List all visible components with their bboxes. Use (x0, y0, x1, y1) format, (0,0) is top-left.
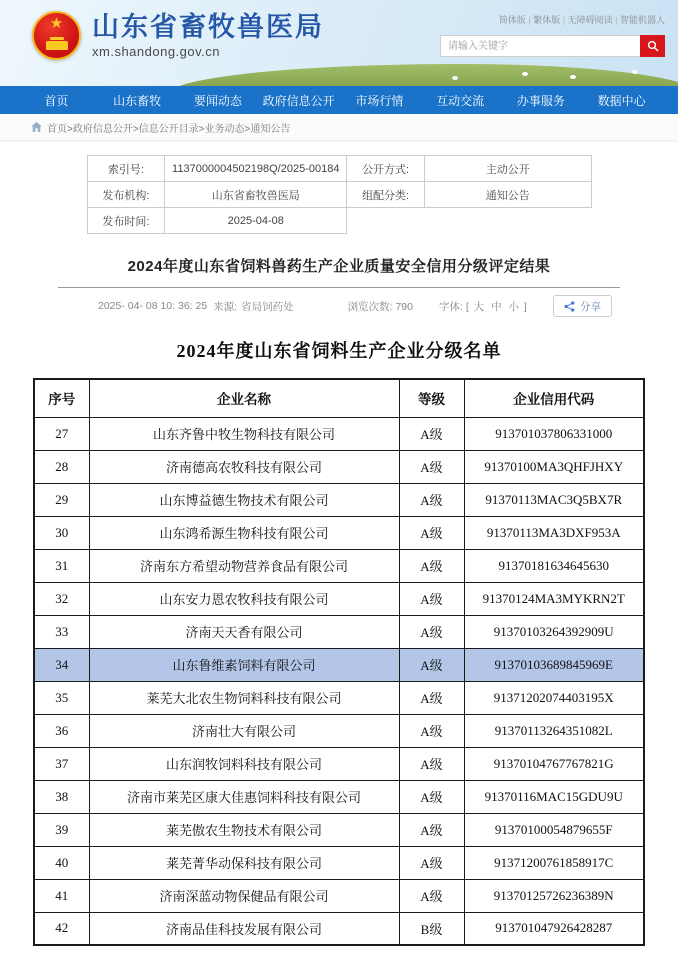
cell-grade: A级 (399, 747, 464, 780)
site-url: xm.shandong.gov.cn (92, 44, 220, 60)
info-label: 组配分类: (347, 182, 425, 208)
cell-company: 莱芜傲农生物技术有限公司 (89, 813, 399, 846)
cell-company: 莱芜大北农生物饲料科技有限公司 (89, 681, 399, 714)
home-icon (31, 122, 42, 132)
cell-company: 山东齐鲁中牧生物科技有限公司 (89, 417, 399, 450)
info-value: 山东省畜牧兽医局 (165, 182, 347, 208)
banner-grassland-image (169, 64, 678, 86)
font-size-medium[interactable]: 中 (491, 300, 502, 313)
cell-seq: 30 (34, 516, 89, 549)
cell-credit-code: 91370113264351082L (464, 714, 644, 747)
cell-company: 济南深蓝动物保健品有限公司 (89, 879, 399, 912)
source-value: 省局饲药处 (241, 300, 294, 313)
breadcrumb (0, 114, 678, 141)
site-header (0, 0, 678, 86)
info-label: 公开方式: (347, 156, 425, 182)
publish-datetime: 2025- 04- 08 10: 36: 25 (98, 300, 208, 312)
top-links (440, 13, 665, 26)
cell-credit-code: 91370113MA3DXF953A (464, 516, 644, 549)
table-row (34, 681, 644, 714)
table-title: 2024年度山东省饲料生产企业分级名单 (176, 341, 502, 361)
cell-seq: 28 (34, 450, 89, 483)
info-row (87, 182, 591, 208)
cell-credit-code: 91370113MAC3Q5BX7R (464, 483, 644, 516)
cell-company: 山东博益德生物技术有限公司 (89, 483, 399, 516)
cell-company: 山东鲁维素饲料有限公司 (89, 648, 399, 681)
table-row (34, 846, 644, 879)
table-row (34, 879, 644, 912)
font-size-large[interactable]: 大 (473, 300, 485, 313)
top-link[interactable]: 简体版 | (499, 15, 533, 25)
col-header-seq: 序号 (34, 379, 89, 417)
table-row (34, 483, 644, 516)
cell-grade: A级 (399, 549, 464, 582)
share-icon (564, 301, 575, 312)
table-row (34, 714, 644, 747)
cell-company: 济南德高农牧科技有限公司 (89, 450, 399, 483)
table-row (34, 615, 644, 648)
info-value: 2025-04-08 (165, 208, 347, 234)
cell-company: 济南品佳科技发展有限公司 (89, 912, 399, 945)
cell-company: 山东安力恩农牧科技有限公司 (89, 582, 399, 615)
cell-grade: A级 (399, 648, 464, 681)
cell-seq: 32 (34, 582, 89, 615)
col-header-grade: 等级 (399, 379, 464, 417)
views-label: 浏览次数: (347, 300, 393, 313)
search-icon (647, 40, 659, 52)
font-label: 字体: (438, 300, 463, 313)
col-header-credit-code: 企业信用代码 (464, 379, 644, 417)
cell-seq: 33 (34, 615, 89, 648)
cell-credit-code: 91370116MAC15GDU9U (464, 780, 644, 813)
cell-credit-code: 91370103689845969E (464, 648, 644, 681)
info-label: 索引号: (87, 156, 165, 182)
document-info-table (87, 155, 592, 234)
share-label: 分享 (580, 300, 601, 313)
share-button[interactable] (553, 295, 612, 317)
cell-seq: 29 (34, 483, 89, 516)
cell-company: 济南壮大有限公司 (89, 714, 399, 747)
col-header-company: 企业名称 (89, 379, 399, 417)
table-row (34, 582, 644, 615)
cell-grade: A级 (399, 417, 464, 450)
cell-seq: 37 (34, 747, 89, 780)
cell-credit-code: 91370100054879655F (464, 813, 644, 846)
nav-item[interactable]: 办事服务 (516, 93, 565, 108)
info-label: 发布时间: (87, 208, 165, 234)
article-meta (58, 295, 620, 317)
cell-company: 山东润牧饲料科技有限公司 (89, 747, 399, 780)
cell-seq: 42 (34, 912, 89, 945)
nav-item[interactable]: 政府信息公开 (262, 93, 335, 108)
search-button[interactable] (640, 35, 665, 57)
rating-table (33, 378, 645, 946)
cell-credit-code: 91370124MA3MYKRN2T (464, 582, 644, 615)
breadcrumb-path[interactable]: 首页>政府信息公开>信息公开目录>业务动态>通知公告 (47, 123, 291, 135)
cell-seq: 34 (34, 648, 89, 681)
top-link[interactable]: 繁体版 | (533, 15, 567, 25)
cell-credit-code: 91371200761858917C (464, 846, 644, 879)
source-label: 来源: (213, 300, 238, 313)
cell-seq: 39 (34, 813, 89, 846)
cell-company: 莱芜菁华动保科技有限公司 (89, 846, 399, 879)
cell-credit-code: 913701047926428287 (464, 912, 644, 945)
cell-seq: 35 (34, 681, 89, 714)
table-row (34, 780, 644, 813)
nav-item[interactable]: 数据中心 (597, 93, 646, 108)
banner-sheep-decor (522, 72, 528, 76)
cell-company: 济南天天香有限公司 (89, 615, 399, 648)
top-link[interactable]: 智能机器人 (619, 15, 665, 25)
cell-seq: 41 (34, 879, 89, 912)
cell-grade: A级 (399, 450, 464, 483)
table-row (34, 549, 644, 582)
cell-credit-code: 91370104767767821G (464, 747, 644, 780)
table-body (34, 417, 644, 945)
cell-credit-code: 91370103264392909U (464, 615, 644, 648)
table-row (34, 747, 644, 780)
nav-item[interactable]: 山东畜牧 (113, 93, 162, 108)
header-right (440, 13, 665, 57)
table-header-row (34, 379, 644, 417)
table-row (34, 912, 644, 945)
cell-credit-code: 91370125726236389N (464, 879, 644, 912)
nav-item[interactable]: 要闻动态 (193, 93, 242, 108)
main-nav (0, 86, 678, 114)
font-size-controls: 字体: [ 大 中 小 ] (438, 300, 527, 313)
table-row (34, 450, 644, 483)
cell-grade: A级 (399, 879, 464, 912)
font-size-small[interactable]: 小 (508, 300, 519, 313)
cell-grade: B级 (399, 912, 464, 945)
cell-grade: A级 (399, 780, 464, 813)
table-row (34, 648, 644, 681)
cell-grade: A级 (399, 846, 464, 879)
table-row (34, 417, 644, 450)
info-value: 1137000004502198Q/2025-00184 (165, 156, 347, 182)
cell-seq: 38 (34, 780, 89, 813)
article-title: 2024年度山东省饲料兽药生产企业质量安全信用分级评定结果 (127, 258, 551, 275)
cell-credit-code: 91370181634645630 (464, 549, 644, 582)
info-value: 通知公告 (425, 182, 592, 208)
views-count: 790 (395, 300, 413, 313)
site-title: 山东省畜牧兽医局 (92, 11, 324, 42)
national-emblem-icon: ★ (32, 11, 81, 60)
cell-grade: A级 (399, 813, 464, 846)
title-divider (58, 287, 620, 288)
cell-grade: A级 (399, 516, 464, 549)
nav-item[interactable]: 市场行情 (355, 93, 404, 108)
cell-grade: A级 (399, 681, 464, 714)
search-bar (440, 35, 665, 57)
cell-seq: 36 (34, 714, 89, 747)
nav-item[interactable]: 首页 (44, 93, 69, 108)
info-value: 主动公开 (425, 156, 592, 182)
site-logo[interactable] (32, 11, 324, 60)
info-row (87, 156, 591, 182)
cell-company: 山东鸿希源生物科技有限公司 (89, 516, 399, 549)
cell-credit-code: 91370100MA3QHFJHXY (464, 450, 644, 483)
table-row (34, 813, 644, 846)
table-row (34, 516, 644, 549)
cell-seq: 40 (34, 846, 89, 879)
cell-seq: 31 (34, 549, 89, 582)
nav-item[interactable]: 互动交流 (436, 93, 485, 108)
cell-company: 济南东方希望动物营养食品有限公司 (89, 549, 399, 582)
cell-grade: A级 (399, 582, 464, 615)
cell-company: 济南市莱芜区康大佳惠饲料科技有限公司 (89, 780, 399, 813)
cell-credit-code: 91371202074403195X (464, 681, 644, 714)
info-row (87, 208, 591, 234)
cell-seq: 27 (34, 417, 89, 450)
cell-grade: A级 (399, 714, 464, 747)
search-input[interactable] (440, 35, 640, 57)
content (0, 141, 678, 946)
cell-credit-code: 913701037806331000 (464, 417, 644, 450)
top-link[interactable]: 无障碍阅读 | (568, 15, 620, 25)
info-label: 发布机构: (87, 182, 165, 208)
cell-grade: A级 (399, 483, 464, 516)
cell-grade: A级 (399, 615, 464, 648)
